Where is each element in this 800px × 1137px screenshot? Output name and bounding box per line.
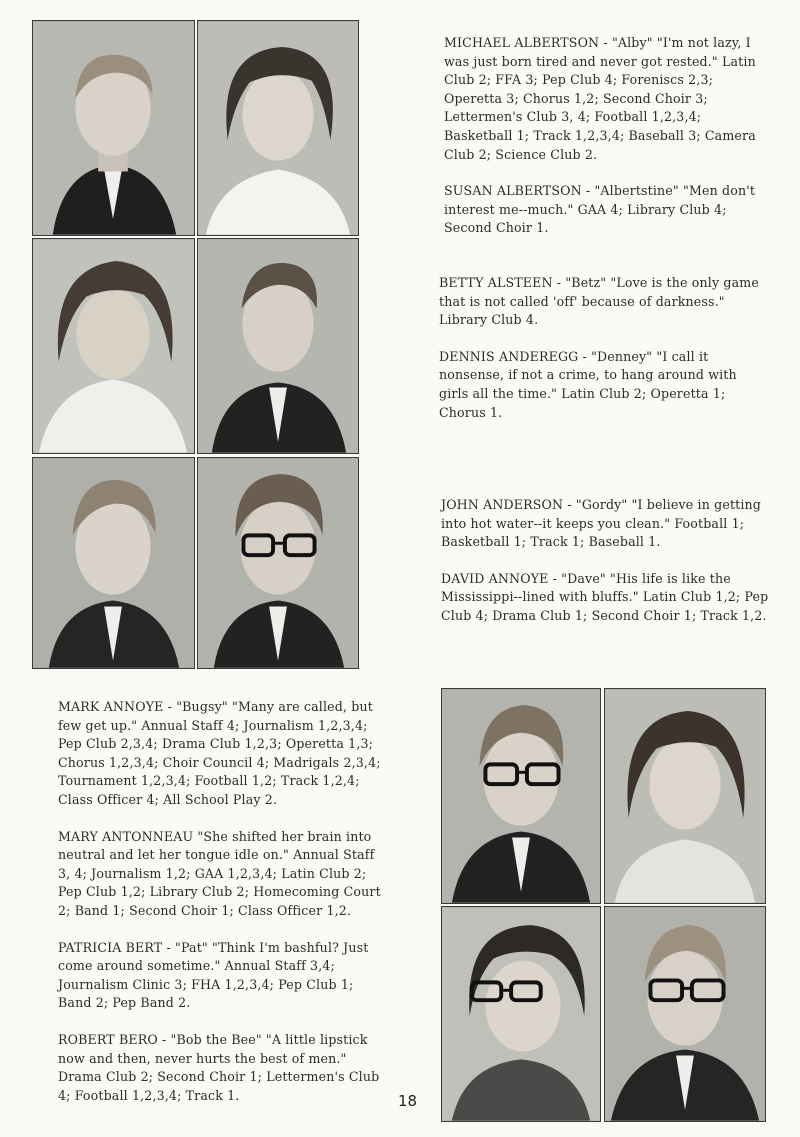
female-portrait-icon bbox=[605, 689, 765, 903]
bio-group-lower bbox=[58, 698, 390, 1123]
portrait-robert-bero bbox=[604, 906, 766, 1122]
bio-betty-alsteen: BETTY ALSTEEN - "Betz" "Love is the only game that is not called 'off' because of darkness." Library Club 4. bbox=[439, 275, 759, 328]
bio-robert-bero: ROBERT BERO - "Bob the Bee" "A little lipstick now and then, never hurts the best of men." Drama Club 2; Second Choir 1; Lettermen's Club 4; Football 1,2,3,4; Track 1. bbox=[58, 1031, 380, 1103]
portrait-dennis-anderegg bbox=[197, 238, 359, 454]
bio-group-albertson bbox=[444, 34, 769, 256]
female-portrait-icon bbox=[198, 21, 358, 235]
male-glasses-portrait-icon bbox=[442, 689, 600, 903]
portrait-david-annoye bbox=[197, 457, 359, 669]
male-portrait-icon bbox=[33, 21, 194, 235]
male-glasses-portrait-icon bbox=[605, 907, 765, 1121]
bio-dennis-anderegg: DENNIS ANDEREGG - "Denney" "I call it nonsense, if not a crime, to hang around with girls all the time." Latin Club 2; Operetta 1; Chorus 1. bbox=[439, 348, 737, 420]
portrait-mary-antonneau bbox=[604, 688, 766, 904]
bio-susan-albertson: SUSAN ALBERTSON - "Albertstine" "Men don't interest me--much." GAA 4; Library Club 4; Second Choir 1. bbox=[444, 183, 756, 236]
bio-group-alsteen-anderegg bbox=[439, 274, 769, 440]
bio-group-anderson-annoye bbox=[441, 496, 771, 644]
portrait-michael-albertson bbox=[32, 20, 195, 236]
female-glasses-portrait-icon bbox=[442, 907, 600, 1121]
portrait-betty-alsteen bbox=[32, 238, 195, 454]
page-number: 18 bbox=[398, 1092, 418, 1110]
bio-mary-antonneau: MARY ANTONNEAU "She shifted her brain into neutral and let her tongue idle on." Annual Staff 3, 4; Journalism 1,2; GAA 1,2,3,4; Latin Club 2; Pep Club 1,2; Library Club 2; Homecoming Court 2; Band 1; Second Choir 1; Class Officer 1,2. bbox=[58, 828, 381, 918]
bio-john-anderson: JOHN ANDERSON - "Gordy" "I believe in getting into hot water--it keeps you clean." Football 1; Basketball 1; Track 1; Baseball 1. bbox=[441, 497, 762, 550]
bio-mark-annoye: MARK ANNOYE - "Bugsy" "Many are called, but few get up." Annual Staff 4; Journalism 1,2,3,4; Pep Club 2,3,4; Drama Club 1,2,3; Operetta 1,3; Chorus 1,2,3,4; Choir Council 4; Madrigals 2,3,4; Tournament 1,2,3,4; Football 1,2; Track 1,2,4; Class Officer 4; All School Play 2. bbox=[58, 699, 381, 807]
portrait-patricia-bert bbox=[441, 906, 601, 1122]
female-portrait-icon bbox=[33, 239, 194, 453]
portrait-susan-albertson bbox=[197, 20, 359, 236]
bio-michael-albertson: MICHAEL ALBERTSON - "Alby" "I'm not lazy, I was just born tired and never got rested." Latin Club 2; FFA 3; Pep Club 4; Foreniscs 2,3; Operetta 3; Chorus 1,2; Second Choir 3; Lettermen's Club 3, 4; Football 1,2,3,4; Basketball 1; Track 1,2,3,4; Baseball 3; Camera Club 2; Science Club 2. bbox=[444, 35, 756, 162]
male-glasses-portrait-icon bbox=[198, 458, 358, 668]
portrait-john-anderson bbox=[32, 457, 195, 669]
male-portrait-icon bbox=[33, 458, 194, 668]
bio-david-annoye: DAVID ANNOYE - "Dave" "His life is like the Mississippi--lined with bluffs." Latin Club 1,2; Pep Club 4; Drama Club 1; Second Choir 1; Track 1,2. bbox=[441, 570, 769, 623]
male-portrait-icon bbox=[198, 239, 358, 453]
bio-patricia-bert: PATRICIA BERT - "Pat" "Think I'm bashful? Just come around sometime." Annual Staff 3,4; Journalism Clinic 3; FHA 1,2,3,4; Pep Club 1; Band 2; Pep Band 2. bbox=[58, 939, 369, 1011]
portrait-mark-annoye bbox=[441, 688, 601, 904]
